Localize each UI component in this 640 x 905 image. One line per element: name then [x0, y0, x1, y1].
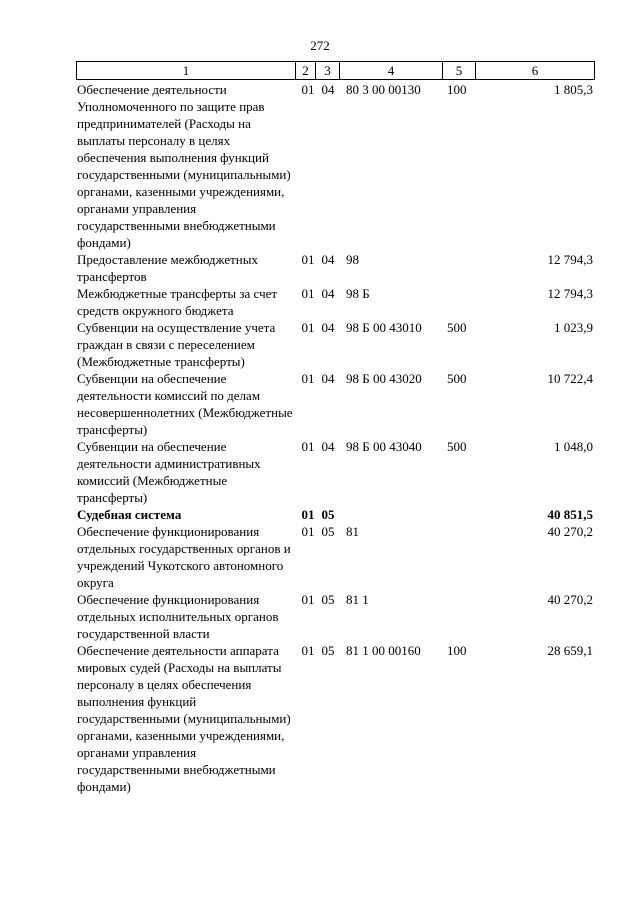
row-amount: 12 794,3: [547, 252, 593, 267]
table-row: [76, 285, 595, 319]
row-section: 01: [301, 371, 315, 386]
column-header-3: 3: [316, 62, 340, 80]
column-header-row: [77, 62, 595, 80]
row-expense-type: 500: [447, 439, 467, 454]
row-section: 01: [301, 439, 315, 454]
row-amount: 1 805,3: [554, 82, 593, 97]
row-section: 01: [301, 252, 315, 267]
row-expense-type: 100: [447, 82, 467, 97]
row-subsection: 04: [321, 439, 335, 454]
column-header-4: 4: [340, 62, 443, 80]
row-section: 01: [301, 507, 315, 522]
row-target-article: 98: [346, 252, 359, 267]
row-amount: 28 659,1: [547, 643, 593, 658]
table-row: [76, 438, 595, 506]
row-name: Межбюджетные трансферты за счет средств окружного бюджета: [77, 286, 278, 318]
table-row: [76, 251, 595, 285]
row-subsection: 05: [321, 507, 335, 522]
table-row: [76, 81, 595, 251]
row-name: Субвенции на обеспечение деятельности административных комиссий (Межбюджетные трансферты): [77, 439, 261, 505]
table-row: [76, 319, 595, 370]
row-name: Субвенции на осуществление учета граждан в связи с переселением (Межбюджетные трансферты): [77, 320, 276, 369]
column-header-table: [76, 61, 595, 80]
row-target-article: 98 Б 00 43010: [346, 320, 422, 335]
row-target-article: 98 Б 00 43020: [346, 371, 422, 386]
row-amount: 12 794,3: [547, 286, 593, 301]
row-name: Обеспечение деятельности аппарата мировых судей (Расходы на выплаты персоналу в целях обеспечения выполнения функций государственными (муниципальными) органами, казенными учреждениями, органами управления государственными внебюджетными фондами): [77, 643, 291, 794]
row-section: 01: [301, 320, 315, 335]
row-amount: 40 851,5: [547, 507, 593, 522]
row-subsection: 05: [321, 592, 335, 607]
row-name: Судебная система: [77, 507, 182, 522]
row-expense-type: 100: [447, 643, 467, 658]
budget-table-body: [76, 81, 595, 795]
row-section: 01: [301, 592, 315, 607]
row-amount: 40 270,2: [547, 524, 593, 539]
row-target-article: 81: [346, 524, 359, 539]
row-amount: 40 270,2: [547, 592, 593, 607]
column-header-5: 5: [443, 62, 476, 80]
page-number: 272: [310, 38, 330, 53]
table-row: [76, 642, 595, 795]
row-name: Субвенции на обеспечение деятельности комиссий по делам несовершеннолетних (Межбюджетные трансферты): [77, 371, 293, 437]
row-subsection: 04: [321, 82, 335, 97]
row-name: Предоставление межбюджетных трансфертов: [77, 252, 259, 284]
row-section: 01: [301, 286, 315, 301]
row-expense-type: 500: [447, 320, 467, 335]
table-row: [76, 591, 595, 642]
row-target-article: 81 1: [346, 592, 369, 607]
row-target-article: 98 Б 00 43040: [346, 439, 422, 454]
row-section: 01: [301, 82, 315, 97]
row-subsection: 04: [321, 371, 335, 386]
row-section: 01: [301, 643, 315, 658]
row-name: Обеспечение функционирования отдельных государственных органов и учреждений Чукотского автономного округа: [77, 524, 291, 590]
row-subsection: 05: [321, 643, 335, 658]
column-header-6: 6: [476, 62, 595, 80]
table-row: [76, 370, 595, 438]
row-target-article: 98 Б: [346, 286, 370, 301]
row-amount: 1 023,9: [554, 320, 593, 335]
row-name: Обеспечение функционирования отдельных исполнительных органов государственной власти: [77, 592, 279, 641]
row-section: 01: [301, 524, 315, 539]
row-name: Обеспечение деятельности Уполномоченного по защите прав предпринимателей (Расходы на выплаты персоналу в целях обеспечения выполнения функций государственными (муниципальными) органами, казенными учреждениями, органами управления государственными внебюджетными фондами): [77, 82, 291, 250]
row-amount: 1 048,0: [554, 439, 593, 454]
column-header-2: 2: [296, 62, 316, 80]
row-target-article: 81 1 00 00160: [346, 643, 421, 658]
row-amount: 10 722,4: [547, 371, 593, 386]
row-subsection: 04: [321, 320, 335, 335]
row-subsection: 04: [321, 286, 335, 301]
row-subsection: 05: [321, 524, 335, 539]
table-row: [76, 523, 595, 591]
row-subsection: 04: [321, 252, 335, 267]
column-header-1: 1: [77, 62, 296, 80]
row-expense-type: 500: [447, 371, 467, 386]
table-row: [76, 506, 595, 523]
row-target-article: 80 3 00 00130: [346, 82, 421, 97]
